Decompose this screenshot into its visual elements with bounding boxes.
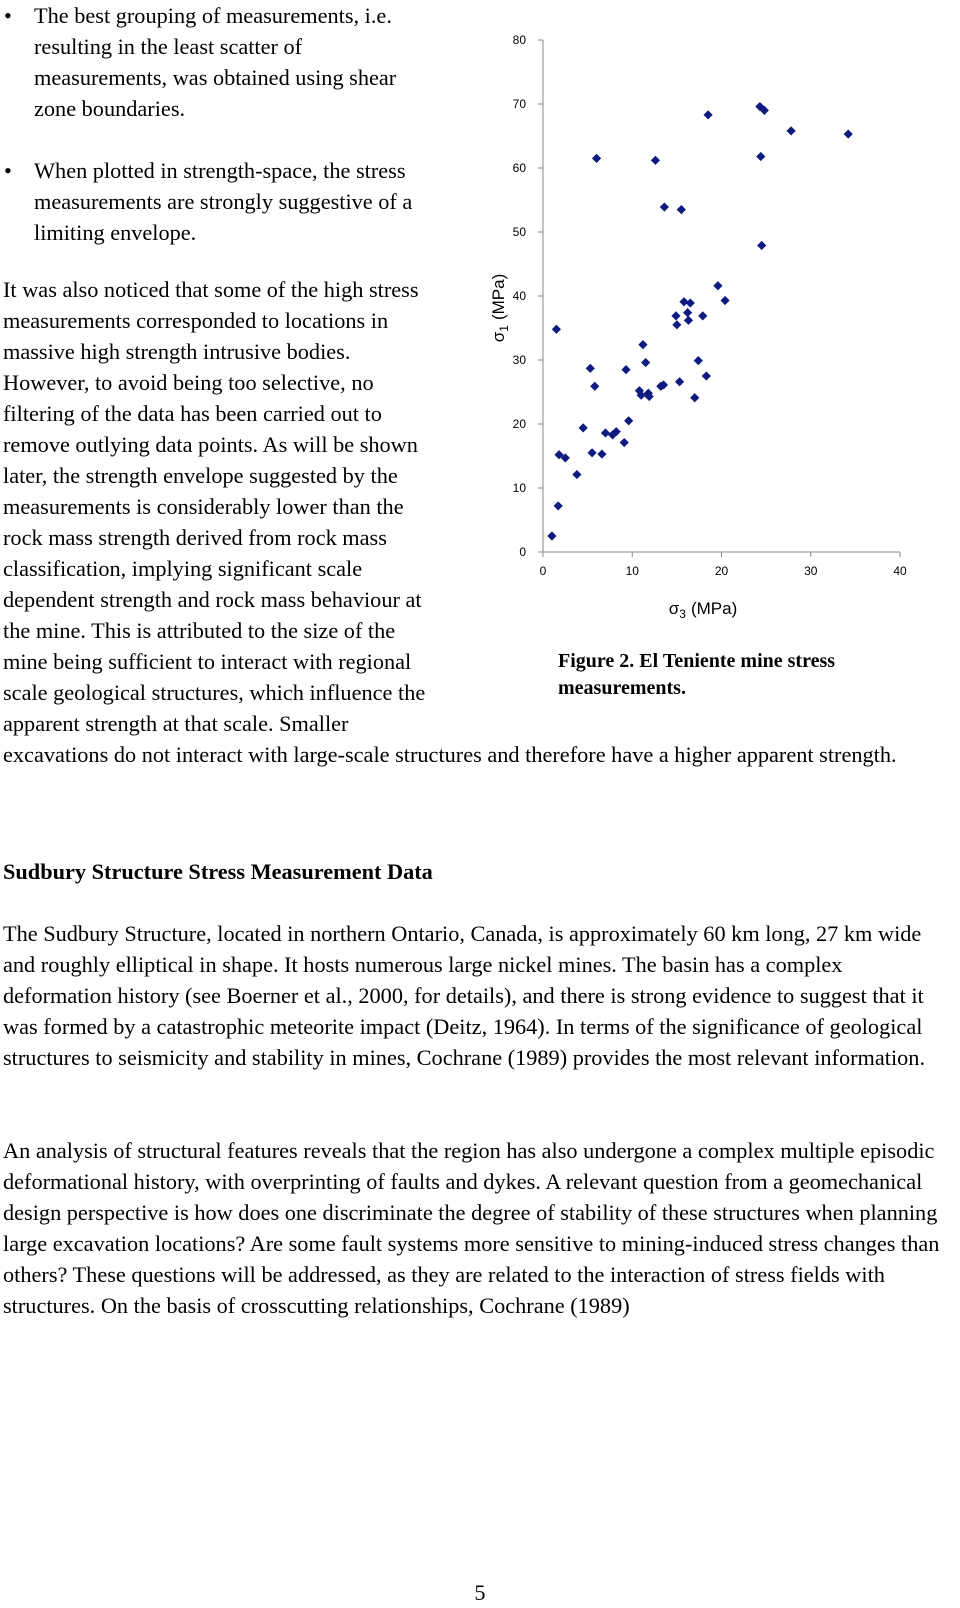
data-point bbox=[601, 428, 610, 437]
data-point bbox=[672, 320, 681, 329]
data-point bbox=[756, 152, 765, 161]
data-point bbox=[713, 281, 722, 290]
data-point bbox=[552, 325, 561, 334]
data-point bbox=[572, 470, 581, 479]
data-point bbox=[621, 365, 630, 374]
data-point bbox=[683, 308, 692, 317]
data-point bbox=[590, 382, 599, 391]
paragraph-3: An analysis of structural features reveals that the region has also undergone a complex multiple episodic deformational history, with overprinting of faults and dykes. A relevant question from a geomechanical design perspective is how does one discriminate the degree of stability of these structures when planning large excavation locations? Are some fault systems more sensitive to mining-induced stress changes than others? These questions will be addressed, as they are related to the interaction of stress fields with structures. On the basis of crosscutting relationships, Cochrane (1989) bbox=[3, 1138, 940, 1318]
data-point bbox=[720, 296, 729, 305]
data-point bbox=[597, 449, 606, 458]
y-tick-label: 30 bbox=[512, 353, 526, 367]
data-point bbox=[592, 154, 601, 163]
data-point bbox=[698, 311, 707, 320]
data-point bbox=[702, 371, 711, 380]
data-point bbox=[787, 126, 796, 135]
data-point bbox=[579, 423, 588, 432]
x-tick-label: 40 bbox=[893, 564, 907, 578]
y-tick-label: 60 bbox=[512, 161, 526, 175]
data-point bbox=[660, 202, 669, 211]
y-tick-label: 40 bbox=[512, 289, 526, 303]
data-point bbox=[677, 205, 686, 214]
data-point bbox=[686, 298, 695, 307]
x-tick-label: 0 bbox=[539, 564, 547, 578]
data-point bbox=[587, 448, 596, 457]
y-tick-label: 20 bbox=[512, 417, 526, 431]
bullet-item: • The best grouping of measurements, i.e. resulting in the least scatter of measurements, was obtained using shear zone boundaries. bbox=[0, 0, 440, 124]
x-tick-label: 10 bbox=[625, 564, 639, 578]
bullet-list bbox=[0, 0, 440, 248]
data-point bbox=[690, 393, 699, 402]
data-point bbox=[844, 129, 853, 138]
x-axis-label: $\sigma_3$ (MPa) bbox=[668, 599, 738, 618]
data-point bbox=[547, 531, 556, 540]
data-point bbox=[624, 416, 633, 425]
section-heading: Sudbury Structure Stress Measurement Data bbox=[3, 859, 433, 884]
data-point bbox=[638, 340, 647, 349]
data-point bbox=[671, 311, 680, 320]
y-tick-label: 50 bbox=[512, 225, 526, 239]
y-tick-label: 70 bbox=[512, 97, 526, 111]
stress-scatter-chart bbox=[470, 18, 930, 618]
data-point bbox=[675, 377, 684, 386]
data-point bbox=[651, 156, 660, 165]
data-point bbox=[694, 356, 703, 365]
paragraph-1: It was also noticed that some of the high stress measurements corresponded to locations in massive high strength intrusive bodies. However, to avoid being too selective, no filtering of the data has been carried out to remove outlying data points. As will be shown later, the strength envelope suggested by the measurements is considerably lower than the rock mass strength derived from rock mass classification, implying significant scale dependent strength and rock mass behaviour at the mine. This is attributed to the size of the mine being sufficient to interact with regional scale geological structures, which influence the apparent strength at that scale. Smaller excavations do not interact with large-scale structures and therefore have a higher apparent strength. bbox=[3, 277, 897, 767]
data-point bbox=[684, 316, 693, 325]
data-point bbox=[757, 241, 766, 250]
data-point bbox=[620, 438, 629, 447]
data-point bbox=[641, 358, 650, 367]
figure-caption: Figure 2. El Teniente mine stress measurements. bbox=[558, 650, 836, 699]
y-tick-label: 0 bbox=[519, 545, 526, 559]
data-point bbox=[554, 501, 563, 510]
x-tick-label: 30 bbox=[804, 564, 818, 578]
y-tick-label: 10 bbox=[512, 481, 526, 495]
x-tick-label: 20 bbox=[714, 564, 729, 578]
data-point bbox=[586, 364, 595, 373]
bullet-item: • When plotted in strength-space, the stress measurements are strongly suggestive of a limiting envelope. bbox=[0, 155, 440, 248]
y-axis-label: $\sigma_1(MPa)$ bbox=[489, 273, 511, 343]
page-number: 5 bbox=[474, 1580, 486, 1605]
paragraph-2: The Sudbury Structure, located in northern Ontario, Canada, is approximately 60 km long, 27 km wide and roughly elliptical in shape. It hosts numerous large nickel mines. The basin has a complex deformation history (see Boerner et al., 2000, for details), and there is strong evidence to suggest that it was formed by a catastrophic meteorite impact (Deitz, 1964). In terms of the significance of geological structures to seismicity and stability in mines, Cochrane (1989) provides the most relevant information. bbox=[3, 921, 926, 1070]
data-point bbox=[704, 110, 713, 119]
y-tick-label: 80 bbox=[512, 33, 526, 47]
